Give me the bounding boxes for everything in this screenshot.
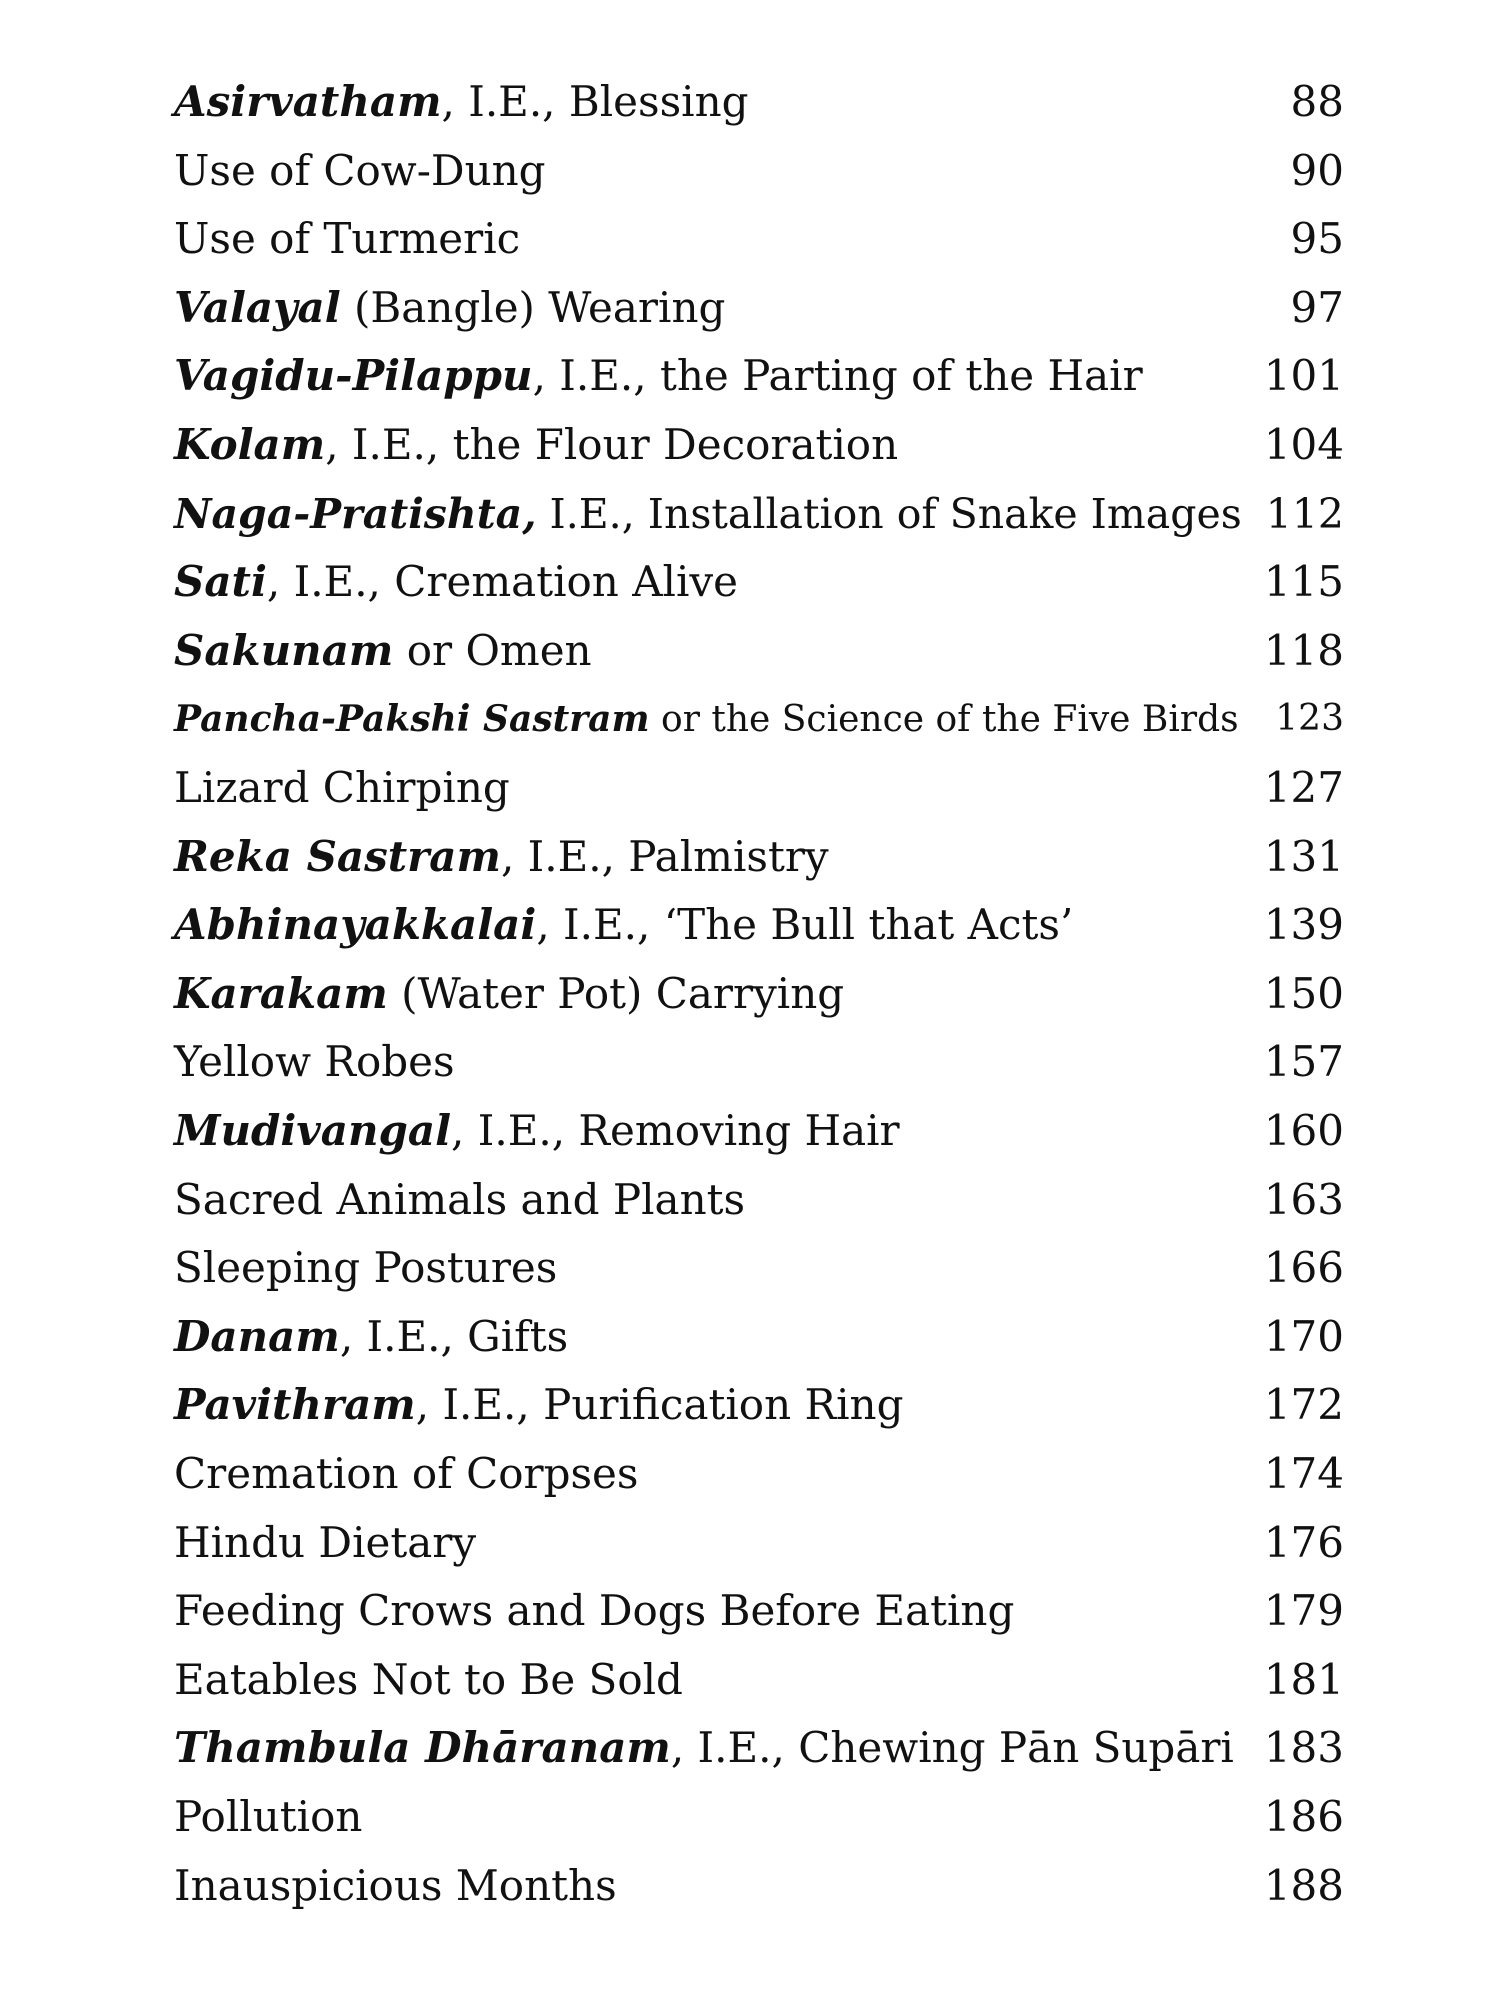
toc-entry-italic-term: Pavithram bbox=[174, 1380, 416, 1429]
toc-entry-title bbox=[174, 72, 749, 132]
toc-entry-text: Inauspicious Months bbox=[174, 1861, 617, 1910]
toc-entry-page-number: 166 bbox=[1263, 1243, 1344, 1292]
toc-entry-title bbox=[174, 689, 1239, 750]
toc-entry-italic-term: Pancha-Pakshi Sastram bbox=[174, 698, 650, 740]
toc-entry-text: , I.E., the Flour Decoration bbox=[325, 420, 899, 469]
toc-entry bbox=[0, 689, 1500, 749]
toc-entry-page-number: 170 bbox=[1263, 1312, 1344, 1361]
toc-entry bbox=[0, 621, 1500, 681]
toc-entry-text: Cremation of Corpses bbox=[174, 1449, 639, 1498]
toc-entry-title bbox=[174, 758, 510, 818]
toc-entry-title bbox=[174, 209, 520, 269]
toc-entry-text: Hindu Dietary bbox=[174, 1518, 477, 1567]
toc-entry-title bbox=[174, 1101, 900, 1161]
toc-entry-text: , I.E., Cremation Alive bbox=[266, 557, 738, 606]
toc-entry-page-number: 97 bbox=[1290, 283, 1344, 332]
toc-entry-title bbox=[174, 552, 738, 612]
toc-entry-title bbox=[174, 415, 898, 475]
toc-entry-text: Use of Cow-Dung bbox=[174, 146, 546, 195]
toc-entry-italic-term: Vagidu-Pilappu bbox=[174, 351, 533, 400]
toc-entry bbox=[0, 1375, 1500, 1435]
toc-entry-italic-term: Asirvatham bbox=[174, 77, 442, 126]
toc-entry-title bbox=[174, 1650, 683, 1710]
toc-entry bbox=[0, 346, 1500, 406]
toc-entry-text: , I.E., Removing Hair bbox=[451, 1106, 900, 1155]
toc-entry-italic-term: Abhinayakkalai bbox=[174, 900, 537, 949]
toc-entry-page-number: 163 bbox=[1263, 1175, 1344, 1224]
toc-entry bbox=[0, 1513, 1500, 1573]
toc-entry bbox=[0, 415, 1500, 475]
toc-entry-italic-term: Karakam bbox=[174, 969, 388, 1018]
toc-entry-page-number: 127 bbox=[1263, 763, 1344, 812]
toc-entry-title bbox=[174, 895, 1073, 955]
toc-entry bbox=[0, 1032, 1500, 1092]
toc-entry-page-number: 160 bbox=[1263, 1106, 1344, 1155]
toc-entry-text: Feeding Crows and Dogs Before Eating bbox=[174, 1586, 1015, 1635]
toc-entry bbox=[0, 1444, 1500, 1504]
toc-entry bbox=[0, 1581, 1500, 1641]
toc-entry-text: Sleeping Postures bbox=[174, 1243, 558, 1292]
toc-entry-page-number: 118 bbox=[1263, 626, 1344, 675]
toc-entry bbox=[0, 1650, 1500, 1710]
toc-entry-page-number: 123 bbox=[1275, 698, 1344, 739]
toc-entry-page-number: 176 bbox=[1263, 1518, 1344, 1567]
toc-entry bbox=[0, 1787, 1500, 1847]
toc-entry bbox=[0, 552, 1500, 612]
toc-entry-title bbox=[174, 1856, 617, 1916]
toc-entry bbox=[0, 72, 1500, 132]
toc-entry-text: , I.E., the Parting of the Hair bbox=[532, 351, 1143, 400]
toc-entry-title bbox=[174, 621, 592, 681]
toc-entry-page-number: 104 bbox=[1263, 420, 1344, 469]
toc-entry-title bbox=[174, 1375, 904, 1435]
toc-entry-title bbox=[174, 1307, 568, 1367]
toc-entry-text: Sacred Animals and Plants bbox=[174, 1175, 746, 1224]
toc-entry-italic-term: Valayal bbox=[174, 283, 341, 332]
toc-entry-text: Eatables Not to Be Sold bbox=[174, 1655, 683, 1704]
toc-entry-italic-term: Sati bbox=[174, 557, 267, 606]
toc-entry-text: or Omen bbox=[393, 626, 592, 675]
toc-entry-text: (Bangle) Wearing bbox=[340, 283, 726, 332]
toc-entry-page-number: 172 bbox=[1263, 1380, 1344, 1429]
toc-entry-text: or the Science of the Five Birds bbox=[649, 699, 1239, 740]
toc-entry-page-number: 186 bbox=[1263, 1792, 1344, 1841]
toc-entry-page-number: 101 bbox=[1263, 351, 1344, 400]
toc-entry-title bbox=[174, 278, 725, 338]
toc-entry-text: Yellow Robes bbox=[174, 1037, 455, 1086]
toc-entry-text: I.E., Installation of Snake Images bbox=[536, 490, 1242, 538]
toc-entry-title bbox=[174, 1718, 1234, 1778]
toc-entry-page-number: 88 bbox=[1290, 77, 1344, 126]
toc-entry-italic-term: Mudivangal bbox=[174, 1106, 452, 1155]
toc-entry-text: , I.E., Blessing bbox=[441, 77, 749, 126]
toc-entry-page-number: 179 bbox=[1263, 1586, 1344, 1635]
toc-entry-page-number: 139 bbox=[1263, 900, 1344, 949]
toc-entry-page-number: 95 bbox=[1290, 214, 1344, 263]
toc-entry-title bbox=[174, 1170, 745, 1230]
toc-entry-title bbox=[174, 964, 844, 1024]
toc-entry bbox=[0, 895, 1500, 955]
toc-entry bbox=[0, 278, 1500, 338]
toc-entry-page-number: 174 bbox=[1263, 1449, 1344, 1498]
toc-entry-page-number: 188 bbox=[1263, 1861, 1344, 1910]
toc-entry-title bbox=[174, 1238, 557, 1298]
toc-entry-text: , I.E., ‘The Bull that Acts’ bbox=[536, 900, 1074, 949]
toc-entry-italic-term: Sakunam bbox=[174, 626, 394, 675]
toc-entry-page-number: 115 bbox=[1263, 557, 1344, 606]
toc-entry-page-number: 183 bbox=[1263, 1723, 1344, 1772]
toc-entry-text: , I.E., Purification Ring bbox=[415, 1380, 904, 1429]
toc-entry bbox=[0, 1170, 1500, 1230]
toc-entry-text: , I.E., Gifts bbox=[339, 1312, 569, 1361]
toc-entry-text: Lizard Chirping bbox=[174, 763, 510, 812]
toc-entry bbox=[0, 1101, 1500, 1161]
toc-entry-text: Pollution bbox=[174, 1792, 363, 1841]
toc-entry-page-number: 150 bbox=[1263, 969, 1344, 1018]
toc-entry-text: , I.E., Chewing Pān Supāri bbox=[670, 1723, 1234, 1772]
toc-entry bbox=[0, 1856, 1500, 1916]
toc-entry-italic-term: Kolam bbox=[174, 420, 326, 469]
toc-entry bbox=[0, 209, 1500, 269]
toc-entry-page-number: 90 bbox=[1290, 146, 1344, 195]
toc-entry-title bbox=[174, 1581, 1014, 1641]
toc-entry bbox=[0, 1238, 1500, 1298]
toc-entry-italic-term: Reka Sastram bbox=[174, 832, 501, 881]
toc-entry bbox=[0, 484, 1500, 544]
toc-entry-title bbox=[174, 141, 546, 201]
toc-entry-page-number: 181 bbox=[1263, 1655, 1344, 1704]
toc-entry-text: (Water Pot) Carrying bbox=[387, 969, 845, 1018]
toc-entry-page-number: 131 bbox=[1263, 832, 1344, 881]
toc-entry-title bbox=[174, 484, 1242, 544]
toc-entry-title bbox=[174, 1444, 638, 1504]
toc-entry-title bbox=[174, 346, 1143, 406]
toc-entry-title bbox=[174, 827, 829, 887]
toc-entry-page-number: 112 bbox=[1265, 490, 1344, 538]
toc-entry bbox=[0, 1718, 1500, 1778]
toc-entry-italic-term: Thambula Dhāranam bbox=[174, 1723, 671, 1772]
toc-entry bbox=[0, 827, 1500, 887]
toc-entry-title bbox=[174, 1787, 362, 1847]
toc-entry-title bbox=[174, 1513, 476, 1573]
toc-entry bbox=[0, 141, 1500, 201]
toc-entry-text: , I.E., Palmistry bbox=[500, 832, 829, 881]
toc-entry-page-number: 157 bbox=[1263, 1037, 1344, 1086]
toc-entry-italic-term: Naga-Pratishta, bbox=[174, 490, 537, 538]
toc-entry bbox=[0, 758, 1500, 818]
toc-entry bbox=[0, 964, 1500, 1024]
toc-entry-text: Use of Turmeric bbox=[174, 214, 521, 263]
toc-entry-title bbox=[174, 1032, 455, 1092]
toc-entry-italic-term: Danam bbox=[174, 1312, 340, 1361]
toc-entry bbox=[0, 1307, 1500, 1367]
